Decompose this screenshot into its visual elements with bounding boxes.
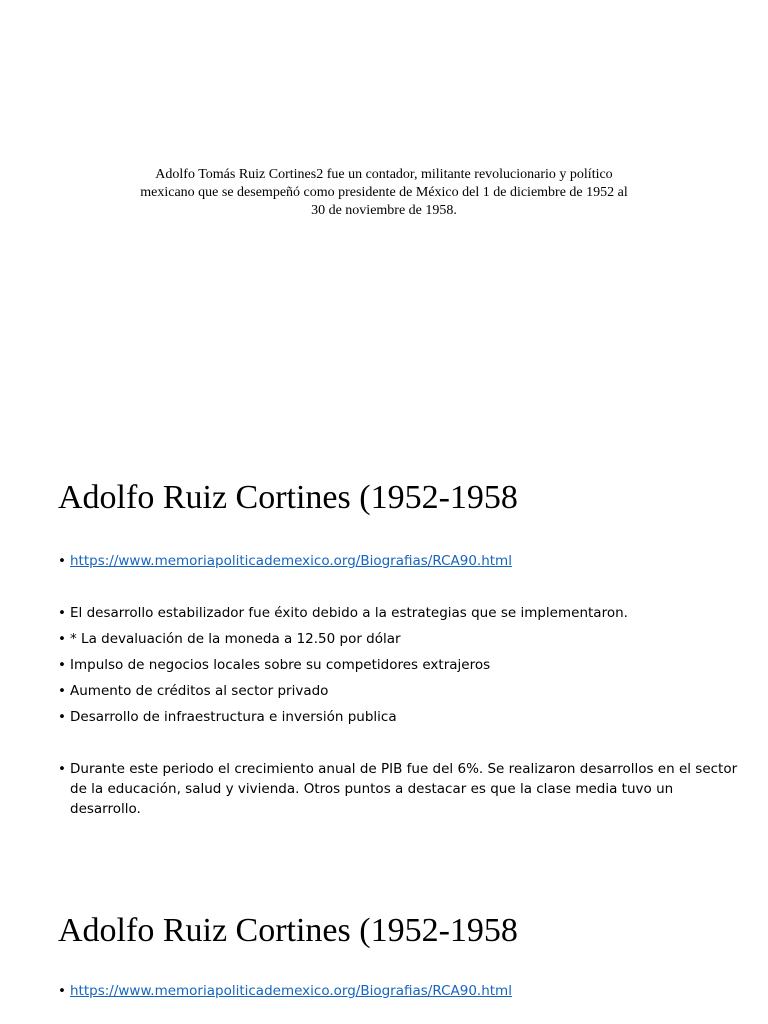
slide-3	[0, 876, 768, 1024]
list-item	[58, 681, 738, 701]
intro-text	[90, 166, 678, 220]
intro-line-1: Adolfo Tomás Ruiz Cortines2 fue un contador, militante revolucionario y político	[155, 167, 613, 182]
list-item	[58, 759, 738, 819]
bullet-text: Desarrollo de infraestructura e inversión publica	[70, 709, 397, 725]
bullet-text: * La devaluación de la moneda a 12.50 por dólar	[70, 631, 401, 647]
bullet-text: Impulso de negocios locales sobre su competidores extrajeros	[70, 657, 491, 673]
bullet-text: Aumento de créditos al sector privado	[70, 683, 329, 699]
slide-2	[0, 448, 768, 868]
list-item	[58, 603, 738, 623]
slide-1	[0, 0, 768, 440]
intro-line-2: mexicano que se desempeñó como presidente de México del 1 de diciembre de 1952 al	[140, 185, 628, 200]
list-item	[58, 655, 738, 675]
slide-3-title: Adolfo Ruiz Cortines (1952-1958	[58, 912, 518, 949]
bullet-dot: •	[58, 657, 66, 673]
slide-2-paragraph-list	[58, 759, 738, 819]
list-item	[58, 981, 738, 1001]
bullet-text: El desarrollo estabilizador fue éxito debido a la estrategias que se implementaron.	[70, 605, 628, 621]
slide-3-link-list	[58, 981, 738, 1001]
biography-link[interactable]: https://www.memoriapoliticademexico.org/Biografias/RCA90.html	[70, 553, 512, 569]
list-item	[58, 551, 738, 571]
biography-link[interactable]: https://www.memoriapoliticademexico.org/Biografias/RCA90.html	[70, 983, 512, 999]
bullet-dot: •	[58, 605, 66, 621]
slide-2-link-list	[58, 551, 738, 571]
paragraph-text: Durante este periodo el crecimiento anual de PIB fue del 6%. Se realizaron desarrollos en el sector de la educación, salud y vivienda. Otros puntos a destacar es que la clase media tuvo un desarrollo.	[70, 761, 738, 817]
bullet-dot: •	[58, 683, 66, 699]
list-item	[58, 707, 738, 727]
slide-2-title: Adolfo Ruiz Cortines (1952-1958	[58, 479, 518, 516]
bullet-dot: •	[58, 709, 66, 725]
bullet-dot: •	[58, 631, 66, 647]
slide-2-bullet-list	[58, 603, 738, 733]
intro-line-3: 30 de noviembre de 1958.	[311, 203, 457, 218]
bullet-dot: •	[58, 553, 66, 569]
bullet-dot: •	[58, 983, 66, 999]
bullet-dot: •	[58, 761, 66, 777]
list-item	[58, 629, 738, 649]
